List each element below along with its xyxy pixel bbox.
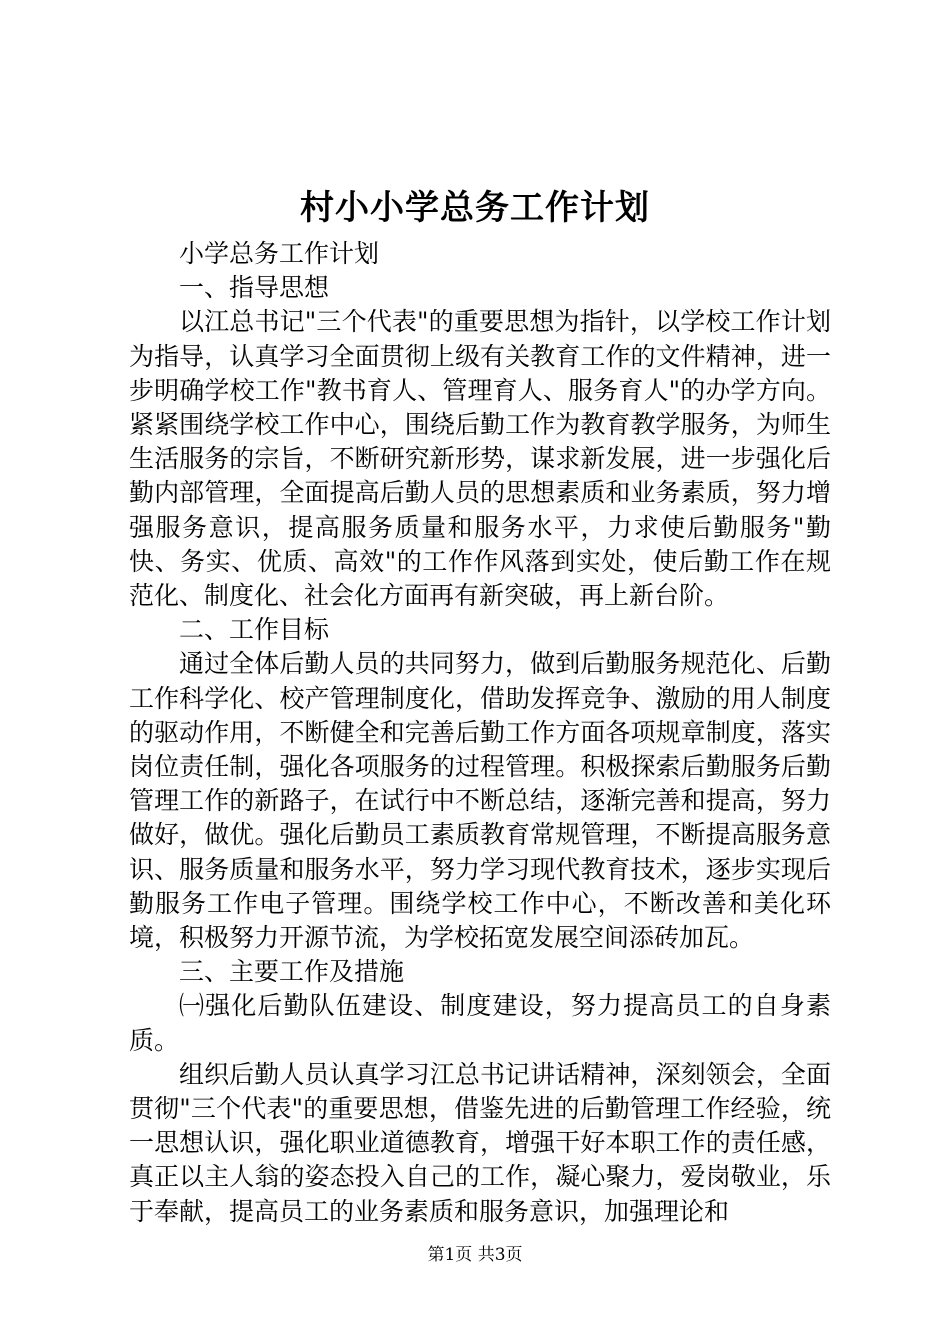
section-heading-1: 一、指导思想 (179, 273, 330, 303)
document-body (129, 237, 831, 1229)
paragraph-measures: 组织后勤人员认真学习江总书记讲话精神，深刻领会，全面贯彻"三个代表"的重要思想，借鉴先进的后勤管理工作经验，统一思想认识，强化职业道德教育，增强干好本职工作的责任感，真正以主人翁的姿态投入自己的工作，凝心聚力，爱岗敬业，乐于奉献，提高员工的业务素质和服务意识，加强理论和 (129, 1059, 831, 1226)
paragraph-subtitle: 小学总务工作计划 (179, 239, 380, 268)
subsection-heading-1: ㈠强化后勤队伍建设、制度建设，努力提高员工的自身素质。 (129, 991, 831, 1055)
page-footer: 第1页 共3页 (427, 1245, 523, 1265)
section-heading-3: 三、主要工作及措施 (179, 957, 405, 987)
paragraph-work-goals: 通过全体后勤人员的共同努力，做到后勤服务规范化、后勤工作科学化、校产管理制度化，借助发挥竞争、激励的用人制度的驱动作用，不断健全和完善后勤工作方面各项规章制度，落实岗位责任制，强化各项服务的过程管理。积极探索后勤服务后勤管理工作的新路子，在试行中不断总结，逐渐完善和提高，努力做好，做优。强化后勤员工素质教育常规管理，不断提高服务意识、服务质量和服务水平，努力学习现代教育技术，逐步实现后勤服务工作电子管理。围绕学校工作中心，不断改善和美化环境，积极努力开源节流，为学校拓宽发展空间添砖加瓦。 (129, 649, 831, 953)
section-heading-2: 二、工作目标 (179, 615, 330, 645)
document-title: 村小小学总务工作计划 (300, 188, 650, 228)
paragraph-guiding-ideology: 以江总书记"三个代表"的重要思想为指针，以学校工作计划为指导，认真学习全面贯彻上级有关教育工作的文件精神，进一步明确学校工作"教书育人、管理育人、服务育人"的办学方向。紧紧围绕学校工作中心，围绕后勤工作为教育教学服务，为师生生活服务的宗旨，不断研究新形势，谋求新发展，进一步强化后勤内部管理，全面提高后勤人员的思想素质和业务素质，努力增强服务意识，提高服务质量和服务水平，力求使后勤服务"勤快、务实、优质、高效"的工作作风落到实处，使后勤工作在规范化、制度化、社会化方面再有新突破，再上新台阶。 (129, 307, 831, 611)
